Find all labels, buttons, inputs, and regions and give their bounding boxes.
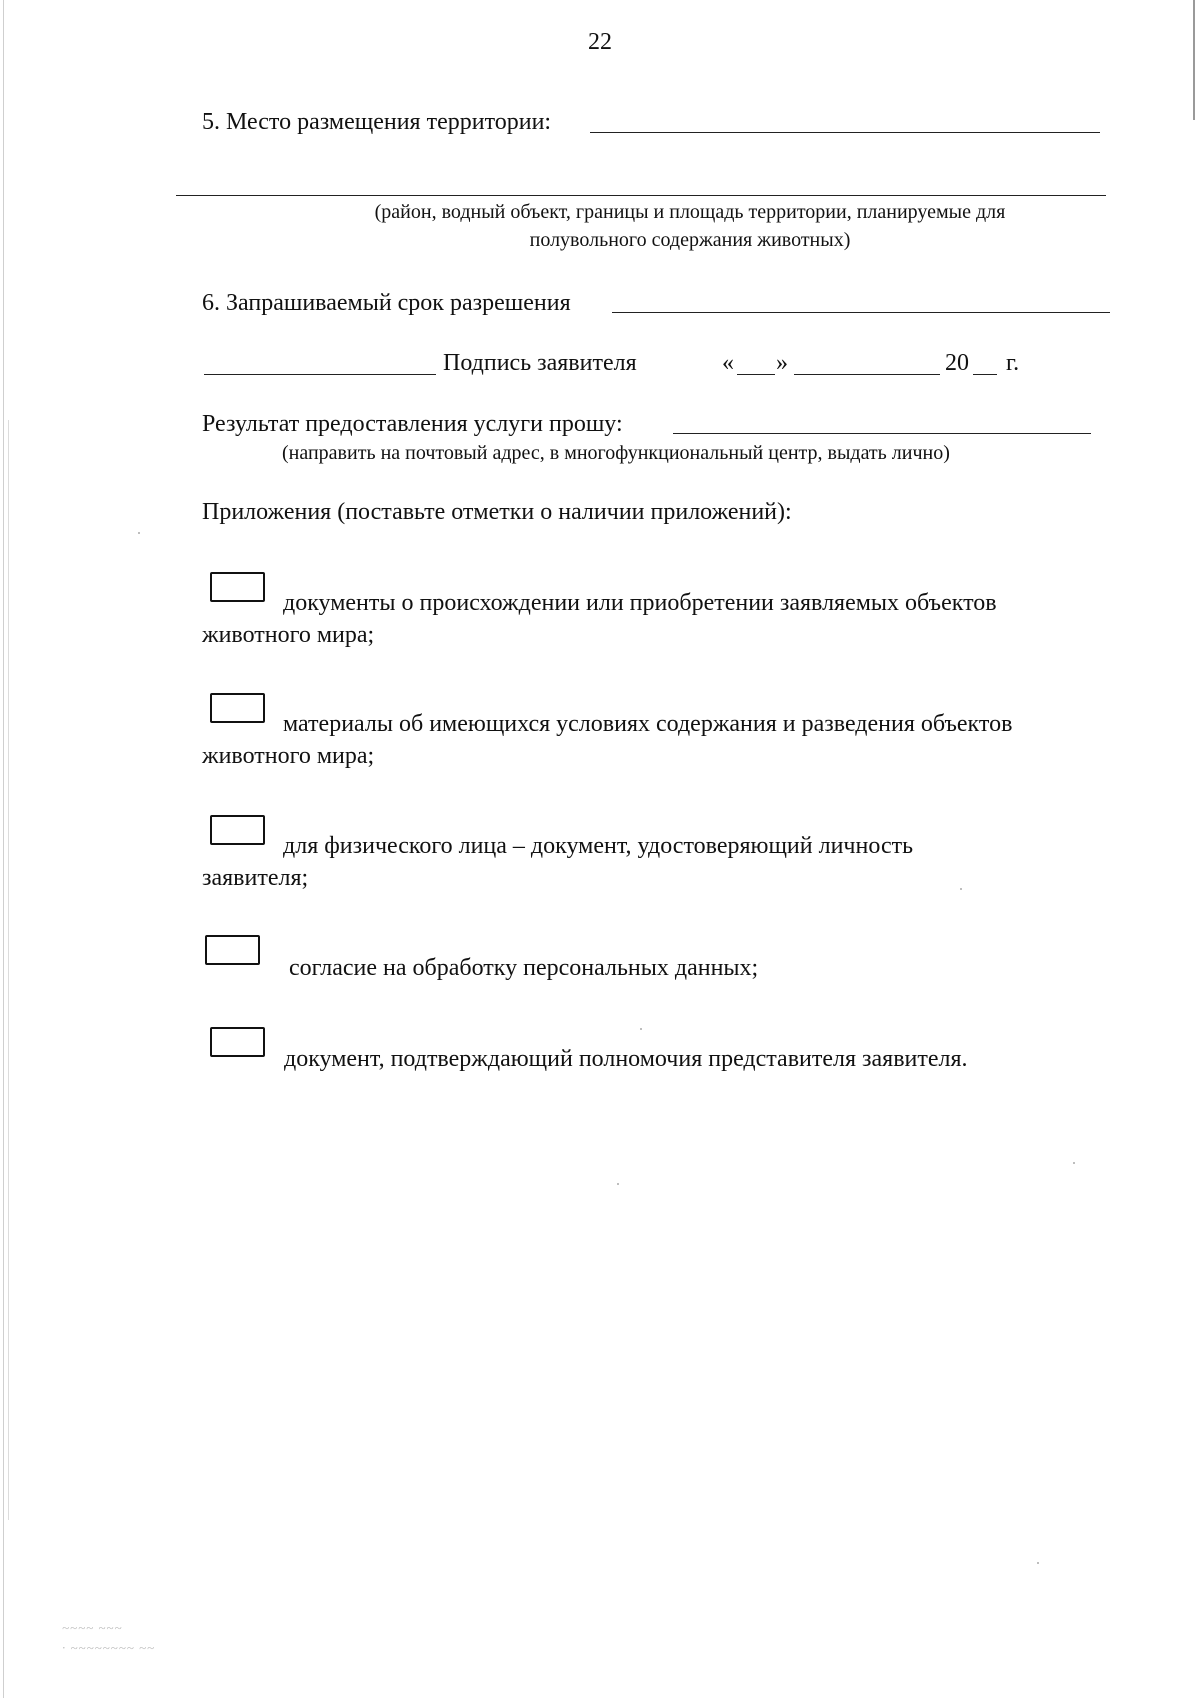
signature-line [204,374,436,375]
item5-fill-line [590,132,1100,133]
attachment-checkbox-1[interactable] [210,572,265,602]
item5-fill-line-2 [176,195,1106,196]
result-hint: (направить на почтовый адрес, в многофункциональный центр, выдать лично) [282,442,950,464]
attachment-item-1-line1: документы о происхождении или приобретении заявляемых объектов [283,590,997,616]
scan-edge-line [8,420,9,1520]
attachment-checkbox-4[interactable] [205,935,260,965]
item6-fill-line [612,312,1110,313]
date-quote-open: « [722,350,734,376]
item6-label: 6. Запрашиваемый срок разрешения [202,290,571,316]
item5-hint-line1: (район, водный объект, границы и площадь территории, планируемые для [374,201,1006,223]
attachment-item-3-line1: для физического лица – документ, удостоверяющий личность [283,833,914,859]
item5-label: 5. Место размещения территории: [202,109,552,135]
attachment-checkbox-5[interactable] [210,1027,265,1057]
scan-edge-line [3,0,4,1698]
attachment-checkbox-2[interactable] [210,693,265,723]
result-fill-line [673,433,1091,434]
date-day-line [737,374,775,375]
attachments-heading: Приложения (поставьте отметки о наличии приложений): [202,499,792,525]
attachment-item-1-line2: животного мира; [202,622,375,648]
date-year-prefix: 20 [945,350,969,376]
page-number: 22 [588,29,612,55]
scan-speck [640,1028,642,1030]
item5-hint-line2: полувольного содержания животных) [529,229,851,251]
date-quote-close: » [776,350,788,376]
date-year-line [973,374,997,375]
attachment-item-5-line1: документ, подтверждающий полномочия представителя заявителя. [284,1046,968,1072]
attachment-checkbox-3[interactable] [210,815,265,845]
scan-speck [1037,1562,1039,1564]
date-year-suffix: г. [1006,350,1020,376]
scan-speck [1073,1162,1075,1164]
attachment-item-2-line1: материалы об имеющихся условиях содержания и разведения объектов [283,711,1013,737]
scan-speck [960,888,962,890]
date-month-line [794,374,940,375]
scan-edge-line [1193,0,1195,120]
signature-label: Подпись заявителя [443,350,637,376]
scan-speck [138,532,140,534]
scan-speck [617,1183,619,1185]
attachment-item-4-line1: согласие на обработку персональных данных; [289,955,759,981]
attachment-item-2-line2: животного мира; [202,743,375,769]
faint-stamp: ~~~~ ~~~ · ~~~~~~~~ ~~ [62,1620,156,1655]
result-label: Результат предоставления услуги прошу: [202,411,623,437]
attachment-item-3-line2: заявителя; [202,865,309,891]
